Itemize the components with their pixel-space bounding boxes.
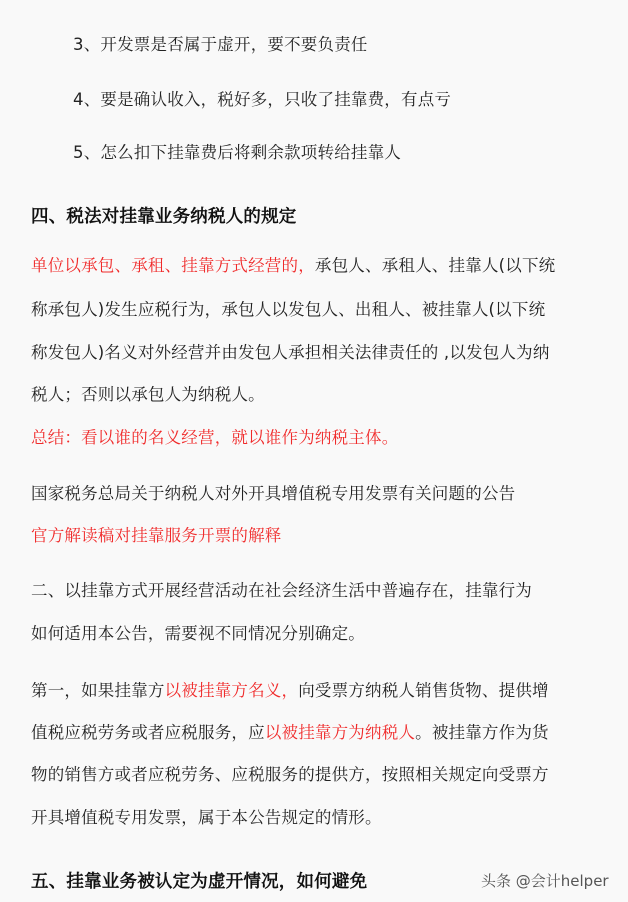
list-item: 3、开发票是否属于虚开，要不要负责任: [73, 35, 368, 54]
section-heading: 四、税法对挂靠业务纳税人的规定: [31, 207, 297, 227]
section-heading: 五、挂靠业务被认定为虚开情况，如何避免: [31, 872, 368, 892]
paragraph-line: 如何适用本公告，需要视不同情况分别确定。: [31, 624, 365, 643]
list-item: 5、怎么扣下挂靠费后将剩余款项转给挂靠人: [73, 143, 401, 162]
paragraph-line: 物的销售方或者应税劳务、应税服务的提供方，按照相关规定向受票方: [31, 765, 549, 784]
watermark: 头条 @会计helper: [481, 872, 609, 890]
paragraph-line: [31, 252, 555, 276]
paragraph-line: 称承包人)发生应税行为，承包人以发包人、出租人、被挂靠人(以下统: [31, 300, 546, 319]
text: 承包人、承租人、挂靠人(以下统: [314, 256, 556, 275]
paragraph-line: 税人；否则以承包人为纳税人。: [31, 385, 265, 404]
text: 第一，如果挂靠方: [31, 681, 165, 700]
paragraph-line: 称发包人)名义对外经营并由发包人承担相关法律责任的 ,以发包人为纳: [31, 343, 550, 362]
summary-text: 总结：看以谁的名义经营，就以谁作为纳税主体。: [31, 428, 399, 447]
paragraph-line: [31, 719, 549, 743]
list-item: 4、要是确认收入，税好多，只收了挂靠费，有点亏: [73, 90, 452, 109]
text: 。被挂靠方作为货: [415, 723, 549, 742]
highlight-text: 单位以承包、承租、挂靠方式经营的，: [31, 256, 315, 275]
official-interpretation: 官方解读稿对挂靠服务开票的解释: [31, 526, 282, 545]
text: 值税应税劳务或者应税服务，应: [31, 723, 265, 742]
highlight-text: 以被挂靠方为纳税人: [264, 723, 416, 742]
highlight-text: 以被挂靠方名义，: [164, 681, 299, 700]
text: 向受票方纳税人销售货物、提供增: [298, 681, 549, 700]
notice-title: 国家税务总局关于纳税人对外开具增值税专用发票有关问题的公告: [31, 484, 516, 503]
paragraph-line: [31, 677, 549, 701]
paragraph-line: 二、以挂靠方式开展经营活动在社会经济生活中普遍存在，挂靠行为: [31, 581, 532, 600]
paragraph-line: 开具增值税专用发票，属于本公告规定的情形。: [31, 808, 382, 827]
